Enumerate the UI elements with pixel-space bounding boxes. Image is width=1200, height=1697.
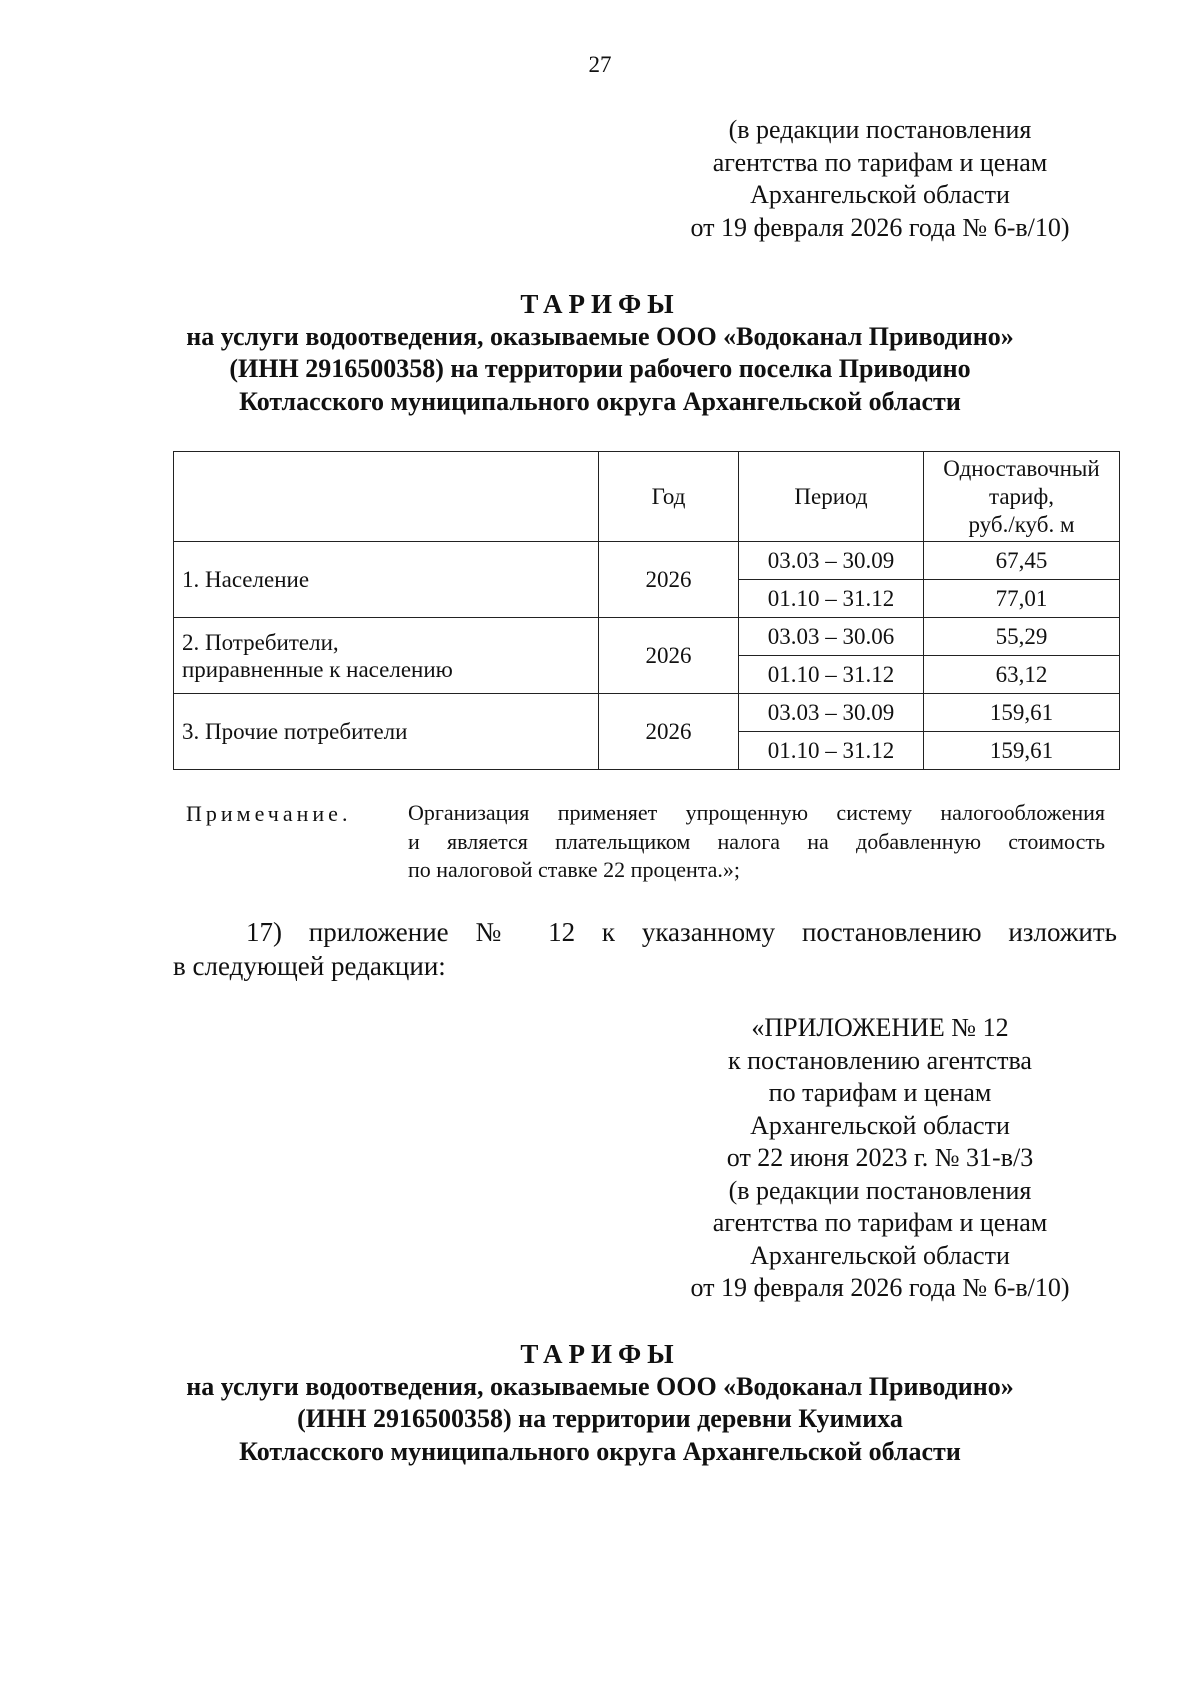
tariffs-subtitle-line: (ИНН 2916500358) на территории рабочего поселка Приводино — [229, 354, 971, 383]
edition-note-line: Архангельской области — [750, 180, 1010, 209]
appendix-header-line: «ПРИЛОЖЕНИЕ № 12 — [751, 1013, 1009, 1042]
category-line: 1. Население — [182, 567, 310, 592]
tariffs-subtitle-line: на услуги водоотведения, оказываемые ООО «Водоканал Приводино» — [186, 1371, 1014, 1401]
tariffs-subtitle-line: (ИНН 2916500358) на территории деревни Куимиха — [297, 1404, 903, 1433]
category-cell — [174, 618, 599, 694]
category-cell — [174, 542, 599, 618]
header-year: Год — [599, 452, 739, 542]
header-category — [174, 452, 599, 542]
page-number: 27 — [588, 52, 612, 77]
tariffs-title-block-1 — [100, 288, 1100, 418]
period-cell: 03.03 – 30.09 — [739, 542, 924, 580]
table-row — [174, 618, 1120, 656]
tariff-table — [173, 451, 1120, 770]
appendix-header-line: Архангельской области — [750, 1110, 1010, 1140]
tariffs-heading: ТАРИФЫ — [520, 289, 680, 319]
note-line: по налоговой ставке 22 процента.»; — [408, 857, 741, 882]
header-tariff-line: тариф, — [988, 483, 1054, 509]
tariffs-subtitle-line: Котласского муниципального округа Архангельской области — [239, 386, 961, 416]
edition-note-line: (в редакции постановления — [728, 115, 1032, 144]
period-cell: 01.10 – 31.12 — [739, 580, 924, 618]
note-line: и является плательщиком налога на добавленную стоимость — [408, 828, 1105, 854]
paragraph-line: в следующей редакции: — [173, 951, 446, 981]
tariffs-subtitle-line: Котласского муниципального округа Архангельской области — [239, 1436, 961, 1466]
period-cell: 03.03 – 30.06 — [739, 618, 924, 656]
header-tariff — [924, 452, 1120, 542]
tariff-cell: 159,61 — [924, 694, 1120, 732]
appendix-header-line: от 19 февраля 2026 года № 6-в/10) — [690, 1273, 1070, 1302]
appendix-header-line: по тарифам и ценам — [768, 1078, 992, 1107]
appendix-header-line: (в редакции постановления — [728, 1175, 1032, 1205]
amendment-paragraph — [173, 915, 1117, 983]
tariffs-heading: ТАРИФЫ — [520, 1339, 680, 1369]
period-cell: 03.03 – 30.09 — [739, 694, 924, 732]
appendix-header-line: агентства по тарифам и ценам — [712, 1208, 1048, 1237]
period-cell: 01.10 – 31.12 — [739, 656, 924, 694]
table-row — [174, 694, 1120, 732]
tariff-cell: 67,45 — [924, 542, 1120, 580]
category-line: 2. Потребители, — [182, 629, 339, 655]
paragraph-line: 17) приложение № 12 к указанному постановлению изложить — [246, 917, 1117, 947]
year-cell: 2026 — [599, 542, 739, 618]
header-tariff-line: Одноставочный — [943, 455, 1100, 481]
tariff-cell: 55,29 — [924, 618, 1120, 656]
category-line: приравненные к населению — [182, 656, 453, 682]
appendix-header — [660, 1012, 1100, 1305]
tariffs-subtitle-line: на услуги водоотведения, оказываемые ООО «Водоканал Приводино» — [186, 321, 1014, 351]
edition-note-line: агентства по тарифам и ценам — [712, 147, 1048, 177]
edition-note-line: от 19 февраля 2026 года № 6-в/10) — [690, 212, 1070, 242]
year-cell: 2026 — [599, 694, 739, 770]
category-cell — [174, 694, 599, 770]
year-cell: 2026 — [599, 618, 739, 694]
tariff-cell: 63,12 — [924, 656, 1120, 694]
tariff-cell: 77,01 — [924, 580, 1120, 618]
note-text — [408, 799, 1105, 885]
category-line: 3. Прочие потребители — [182, 719, 408, 744]
appendix-header-line: Архангельской области — [750, 1240, 1010, 1270]
note-label: Примечание. — [186, 801, 352, 826]
header-tariff-line: руб./куб. м — [968, 511, 1075, 537]
note-line: Организация применяет упрощенную систему налогообложения — [408, 800, 1105, 825]
period-cell: 01.10 – 31.12 — [739, 732, 924, 770]
edition-note-top — [670, 114, 1090, 244]
table-header-row — [174, 452, 1120, 542]
header-period: Период — [739, 452, 924, 542]
tariffs-title-block-2 — [100, 1338, 1100, 1468]
appendix-header-line: от 22 июня 2023 г. № 31-в/3 — [726, 1143, 1034, 1172]
table-row — [174, 542, 1120, 580]
tariff-cell: 159,61 — [924, 732, 1120, 770]
appendix-header-line: к постановлению агентства — [728, 1045, 1032, 1075]
